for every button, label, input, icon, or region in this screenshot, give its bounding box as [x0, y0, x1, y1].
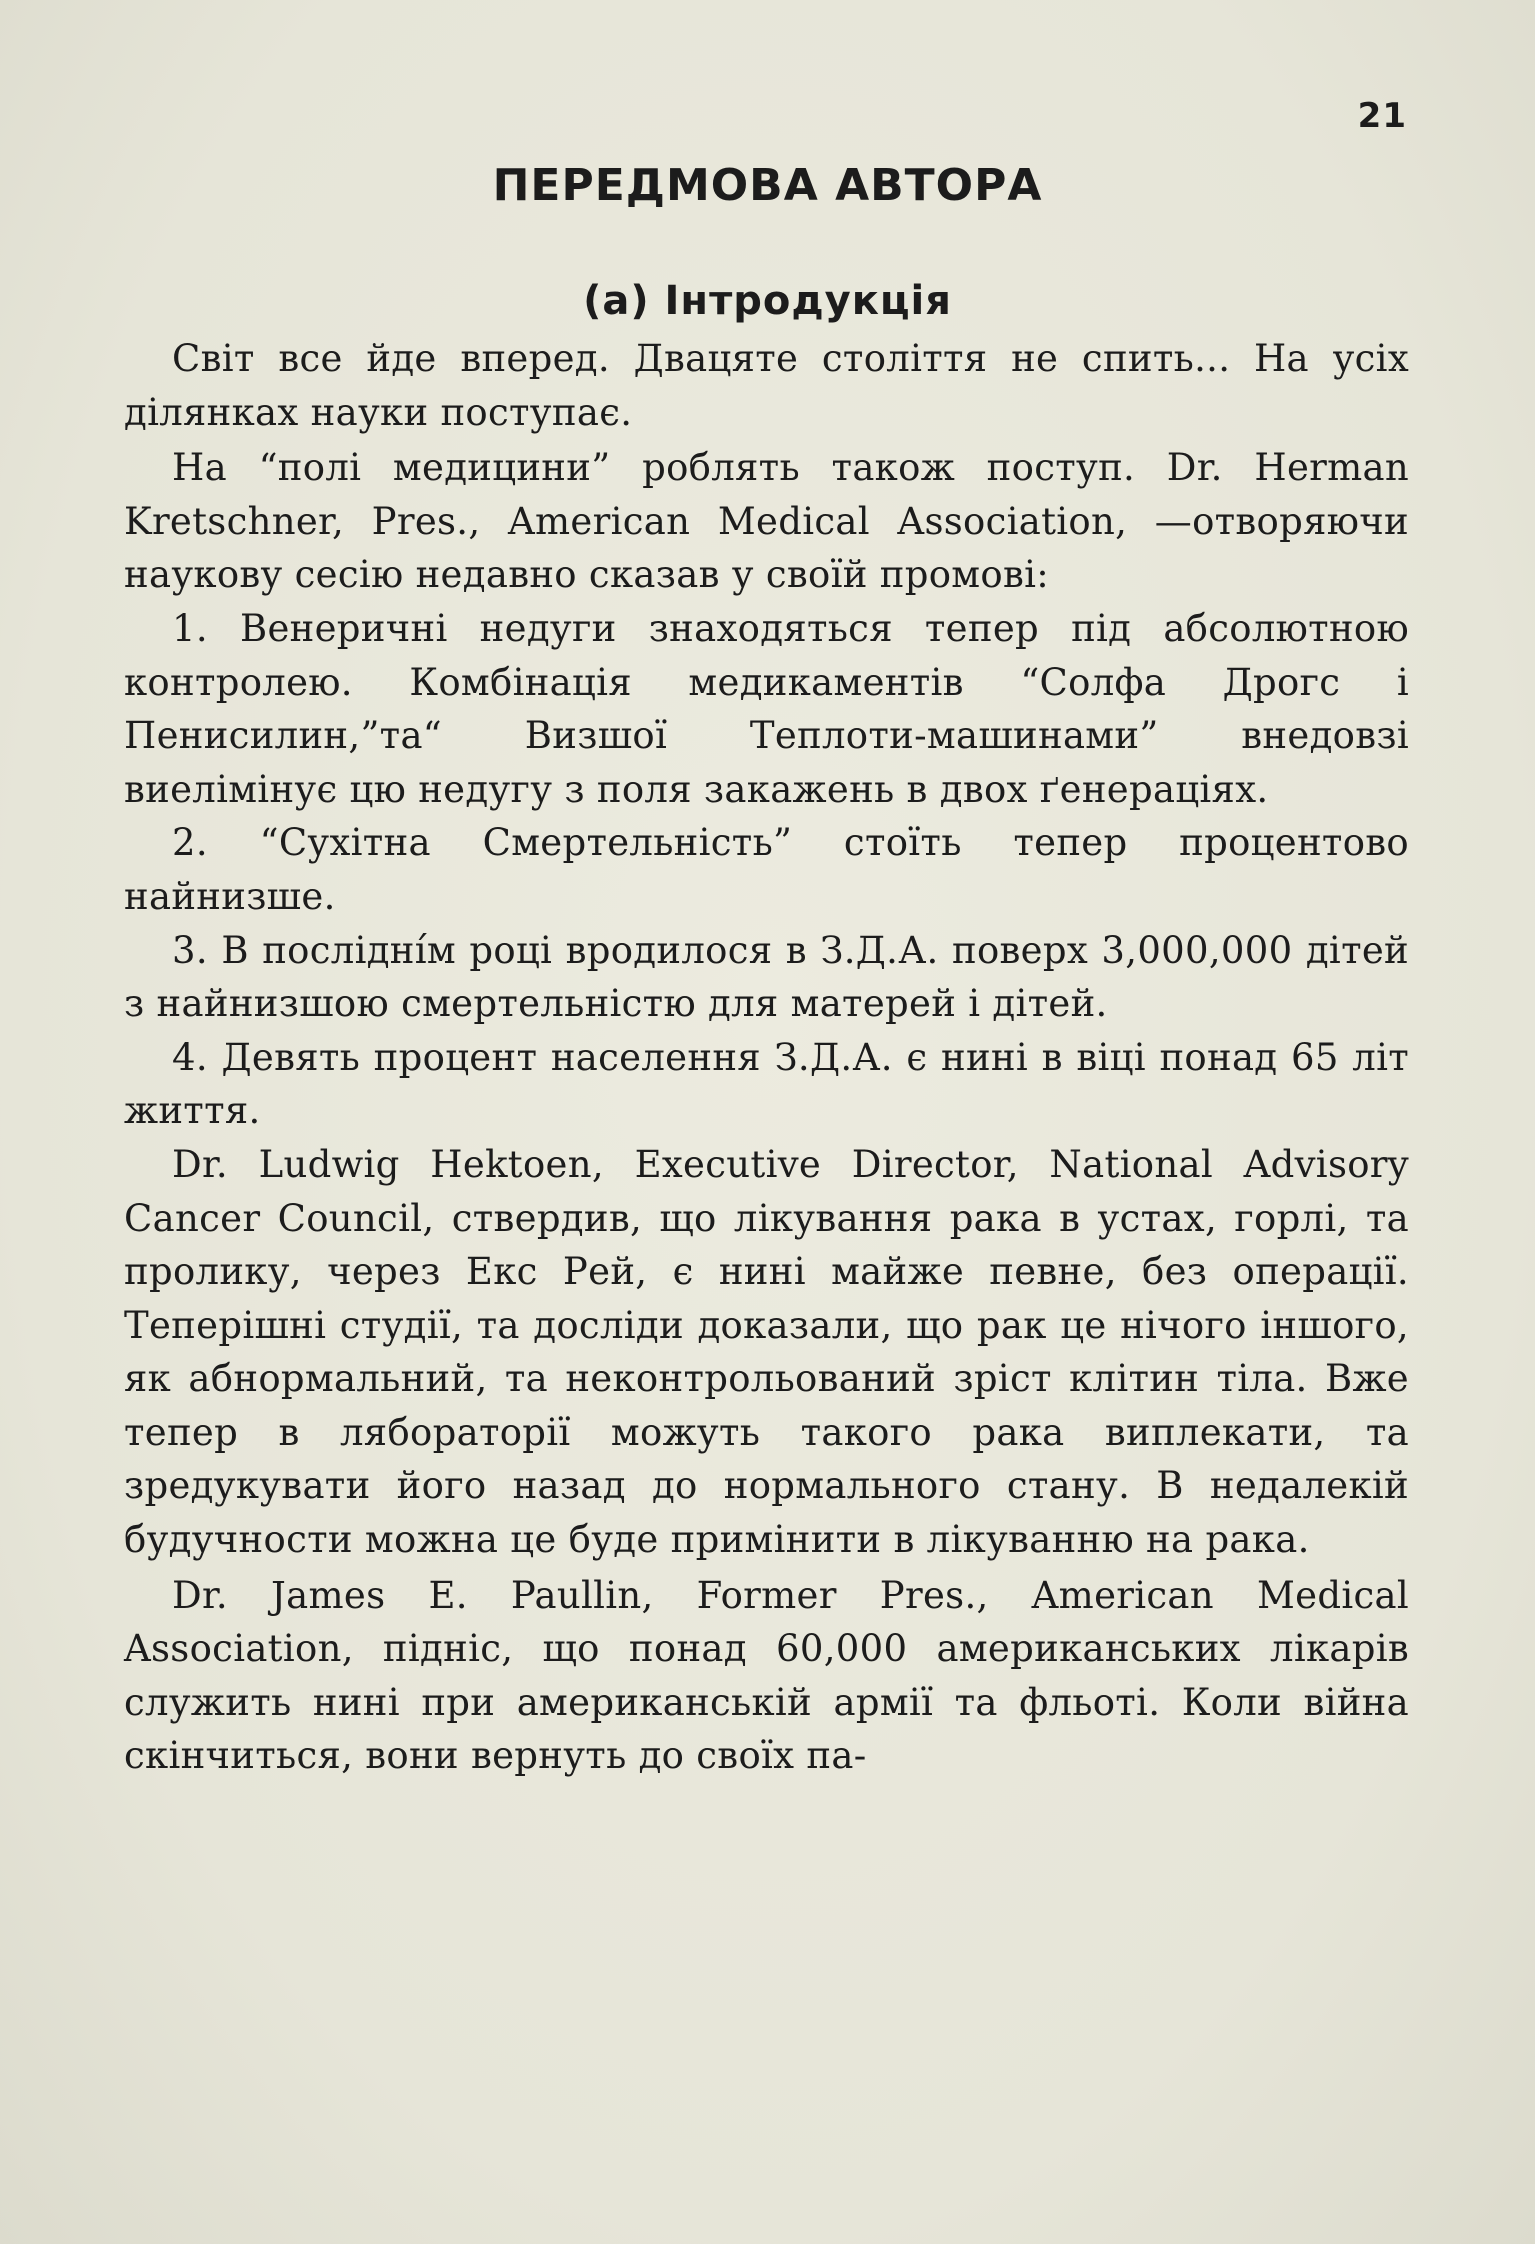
list-item-2: 2. “Сухітна Смертельність” стоїть тепер процентово найнизше.	[124, 821, 1409, 918]
paragraph-paullin: Dr. James E. Paullin, Former Pres., American Medical Association, підніс, що понад 60,000 американських лікарів служить нині при американській армії та фльоті. Коли війна скінчиться, вони вернуть до своїх па-	[124, 1573, 1409, 1778]
paragraph-intro: Світ все йде вперед. Двацяте століття не спить... На усіх ділянках науки поступає.	[124, 337, 1409, 434]
list-item-3: 3. В послідні́м році вродилося в З.Д.А. поверх 3,000,000 дітей з найнизшою смертельністю для матерей і дітей.	[124, 928, 1409, 1026]
paragraph-hektoen: Dr. Ludwig Hektoen, Executive Director, National Advisory Cancer Council, ствердив, що лікування рака в устах, горлі, та пролику, через Екс Рей, є нині майже певне, без операції. Теперішні студії, та досліди доказали, що рак це нічого іншого, як абнормальний, та неконтрольований зріст клітин тіла. Вже тепер в лябораторії можуть такого рака виплекати, та зредукувати його назад до нормального стану. В недалекій будучности можна це буде примінити в лікуванню на рака.	[124, 1142, 1409, 1562]
paragraph-medicine: На “полі медицини” роблять також поступ. Dr. Herman Kretschner, Pres., American Medical Association, —отворяючи наукову сесію недавно сказав у своїй промові:	[124, 446, 1409, 597]
list-item-1: 1. Венеричні недуги знаходяться тепер під абсолютною контролею. Комбінація медикаментів “Солфа Дрогс і Пенисилин,”та“ Визшої Теплоти-машинами” внедовзі виелімінує цю недугу з поля закажень в двох ґенераціях.	[124, 606, 1409, 811]
chapter-title: ПЕРЕДМОВА АВТОРА	[492, 160, 1043, 211]
list-item-4: 4. Девять процент населення З.Д.А. є нині в віці понад 65 літ життя.	[124, 1035, 1409, 1133]
section-heading: (а) Інтродукція	[583, 278, 952, 324]
page-number: 21	[1357, 96, 1407, 136]
body-text	[124, 332, 1409, 1783]
